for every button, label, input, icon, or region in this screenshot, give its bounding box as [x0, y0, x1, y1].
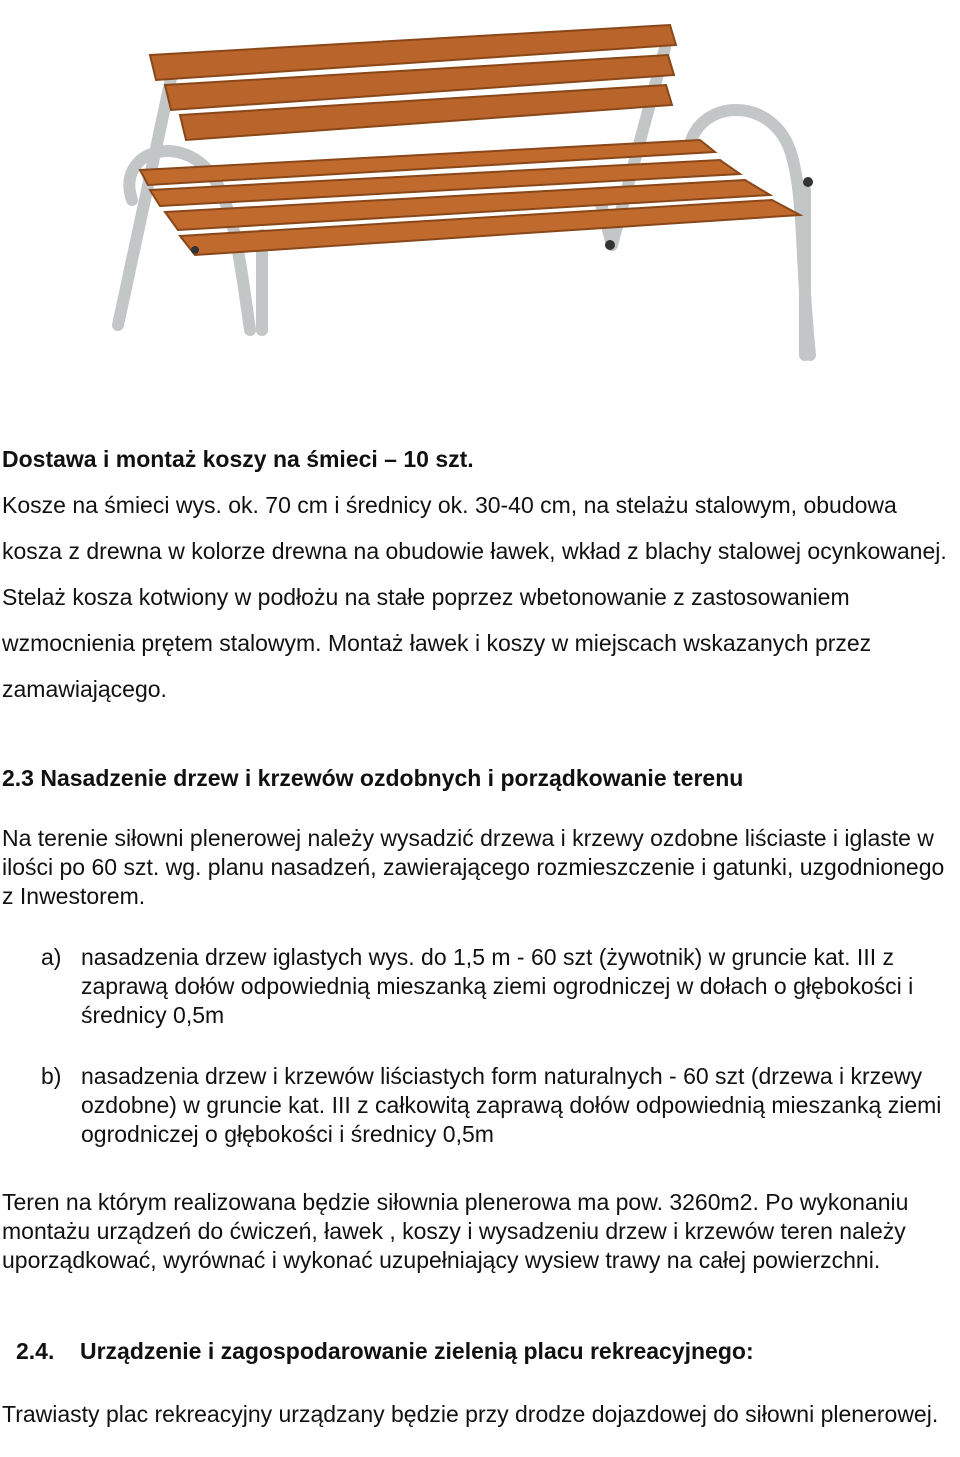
list-item-text: nasadzenia drzew iglastych wys. do 1,5 m - 60 szt (żywotnik) w gruncie kat. III z zaprawą dołów odpowiednią mieszanką ziemi ogrodniczej w dołach o głębokości i średnicy 0,5m	[81, 944, 914, 1028]
list-item-label: a)	[41, 944, 62, 970]
waste-bins-body: Kosze na śmieci wys. ok. 70 cm i średnicy ok. 30-40 cm, na stelażu stalowym, obudowa kosza z drewna w kolorze drewna na obudowie ławek, wkład z blachy stalowej ocynkowanej. Stelaż kosza kotwiony w podłożu na stałe poprzez wbetonowanie z zastosowaniem wzmocnienia prętem stalowym. Montaż ławek i koszy w miejscach wskazanych przez zamawiającego.	[2, 492, 947, 702]
park-bench-illustration	[0, 0, 960, 430]
list-item-text: nasadzenia drzew i krzewów liściastych form naturalnych - 60 szt (drzewa i krzewy ozdobne) w gruncie kat. III z całkowitą zaprawą dołów odpowiednią mieszanką ziemi ogrodniczej o głębokości i średnicy 0,5m	[81, 1063, 942, 1147]
section-2-4-heading: Urządzenie i zagospodarowanie zielenią placu rekreacyjnego:	[80, 1338, 754, 1364]
list-item-label: b)	[41, 1063, 62, 1089]
section-2-4-body: Trawiasty plac rekreacyjny urządzany będzie przy drodze dojazdowej do siłowni plenerowej.	[2, 1401, 939, 1427]
section-2-3-closing: Teren na którym realizowana będzie siłownia plenerowa ma pow. 3260m2. Po wykonaniu montażu urządzeń do ćwiczeń, ławek , koszy i wysadzeniu drzew i krzewów teren należy uporządkować, wyrównać i wykonać uzupełniający wysiew trawy na całej powierzchni.	[2, 1189, 909, 1273]
section-2-3-heading: 2.3 Nasadzenie drzew i krzewów ozdobnych i porządkowanie terenu	[2, 765, 744, 791]
waste-bins-heading: Dostawa i montaż koszy na śmieci – 10 szt.	[2, 446, 474, 472]
list-item	[2, 1062, 957, 1149]
planting-list	[2, 943, 957, 1149]
section-2-3-intro: Na terenie siłowni plenerowej należy wysadzić drzewa i krzewy ozdobne liściaste i iglaste w ilości po 60 szt. wg. planu nasadzeń, zawierającego rozmieszczenie i gatunki, uzgodnionego z Inwestorem.	[2, 825, 945, 909]
list-item	[2, 943, 957, 1030]
section-2-4-number: 2.4.	[16, 1338, 55, 1364]
